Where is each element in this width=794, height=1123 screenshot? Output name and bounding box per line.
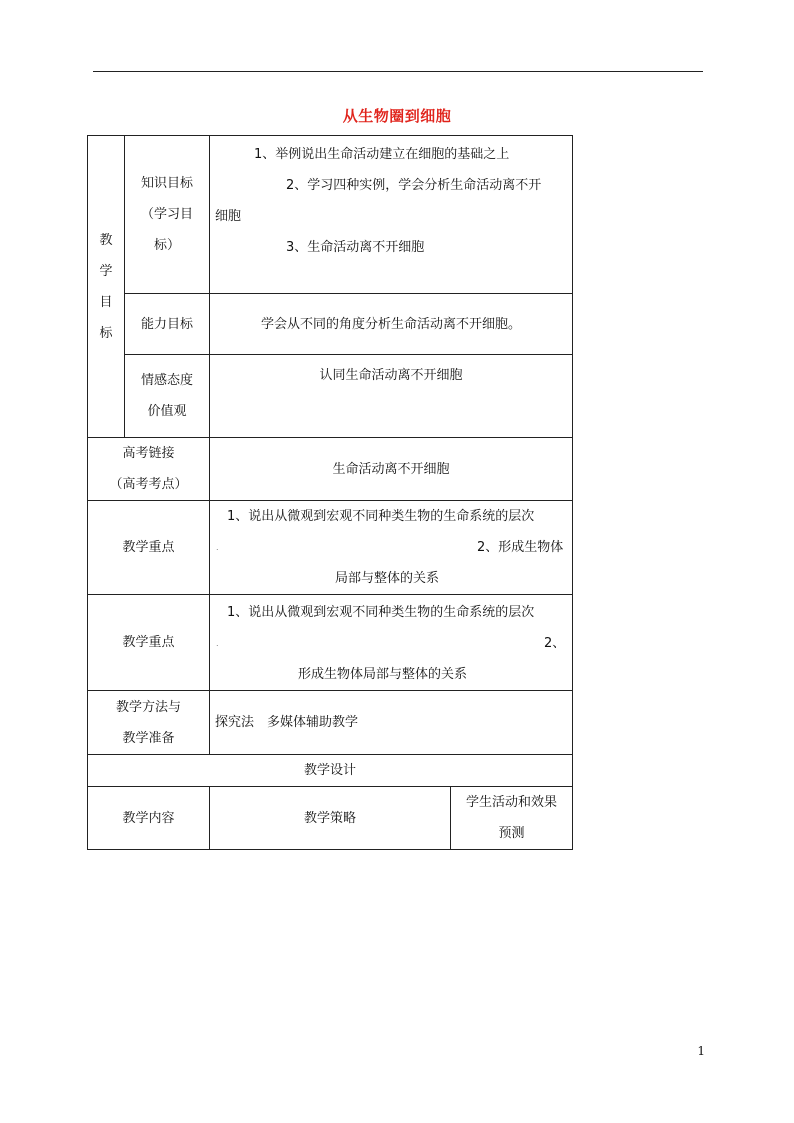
key-points-1-label: 教学重点 (88, 501, 210, 595)
key-points-2-line-2-wrap (210, 628, 572, 659)
objectives-label-char: 教 (99, 232, 113, 248)
emotion-label-line: 价值观 (147, 404, 187, 419)
emotion-label-line: 情感态度 (140, 373, 193, 388)
row-design-heading (88, 755, 573, 787)
knowledge-label-line: （学习目 (140, 207, 193, 222)
key-points-1-line-2-wrap (210, 532, 572, 563)
row-key-points-1 (88, 501, 573, 595)
design-col-strategy: 教学策略 (210, 787, 451, 850)
key-points-2-line-1: 1、说出从微观到宏观不同种类生物的生命系统的层次 (227, 605, 535, 620)
design-col3-line: 学生活动和效果 (465, 795, 557, 810)
lesson-plan-table (87, 135, 573, 850)
design-col-content: 教学内容 (88, 787, 210, 850)
design-col-student-activity (451, 787, 573, 850)
emotion-objectives-content: 认同生命活动离不开细胞 (210, 355, 573, 438)
objectives-label-char: 标 (99, 325, 113, 341)
key-points-1-line-1: 1、说出从微观到宏观不同种类生物的生命系统的层次 (227, 509, 535, 524)
row-knowledge-objectives (88, 136, 573, 294)
objectives-label-char: 学 (99, 263, 113, 279)
page-title: 从生物圈到细胞 (342, 107, 452, 125)
exam-link-content: 生命活动离不开细胞 (210, 438, 573, 501)
key-points-1-line-3: 局部与整体的关系 (335, 571, 440, 586)
knowledge-line-1: 1、举例说出生命活动建立在细胞的基础之上 (254, 147, 510, 162)
key-points-2-line-3: 形成生物体局部与整体的关系 (298, 667, 468, 682)
row-ability-objectives (88, 294, 573, 355)
methods-label (88, 691, 210, 755)
row-exam-link (88, 438, 573, 501)
methods-content: 探究法 多媒体辅助教学 (210, 691, 573, 755)
key-points-1-line-2: 2、形成生物体 (477, 540, 564, 555)
methods-label-line: 教学准备 (122, 730, 175, 746)
key-points-2-dot: . (216, 639, 219, 648)
exam-link-label-line: （高考考点） (109, 477, 188, 492)
methods-label-line: 教学方法与 (115, 699, 181, 715)
key-points-1-content (210, 501, 573, 595)
knowledge-objectives-content (210, 136, 573, 294)
row-design-columns (88, 787, 573, 850)
page-number: 1 (697, 1044, 705, 1058)
knowledge-line-4: 3、生命活动离不开细胞 (286, 240, 425, 255)
row-methods (88, 691, 573, 755)
key-points-2-line-2: 2、 (544, 636, 566, 651)
key-points-1-dot: . (216, 543, 219, 552)
knowledge-objectives-label (125, 136, 210, 294)
ability-objectives-content: 学会从不同的角度分析生命活动离不开细胞。 (210, 294, 573, 355)
knowledge-line-2: 2、学习四种实例，学会分析生命活动离不开 (286, 178, 542, 193)
key-points-2-label: 教学重点 (88, 595, 210, 691)
exam-link-label (88, 438, 210, 501)
row-key-points-2 (88, 595, 573, 691)
knowledge-label-line: 标） (153, 238, 180, 253)
exam-link-label-line: 高考链接 (122, 446, 175, 461)
row-emotion-objectives (88, 355, 573, 438)
objectives-label-char: 目 (99, 294, 113, 310)
objectives-label (88, 136, 125, 438)
emotion-objectives-label (125, 355, 210, 438)
design-col3-line: 预测 (498, 826, 525, 841)
key-points-2-content (210, 595, 573, 691)
knowledge-line-3: 细胞 (215, 209, 242, 224)
header-rule (93, 71, 703, 72)
design-heading: 教学设计 (88, 755, 573, 787)
knowledge-label-line: 知识目标 (140, 176, 193, 191)
ability-objectives-label: 能力目标 (125, 294, 210, 355)
